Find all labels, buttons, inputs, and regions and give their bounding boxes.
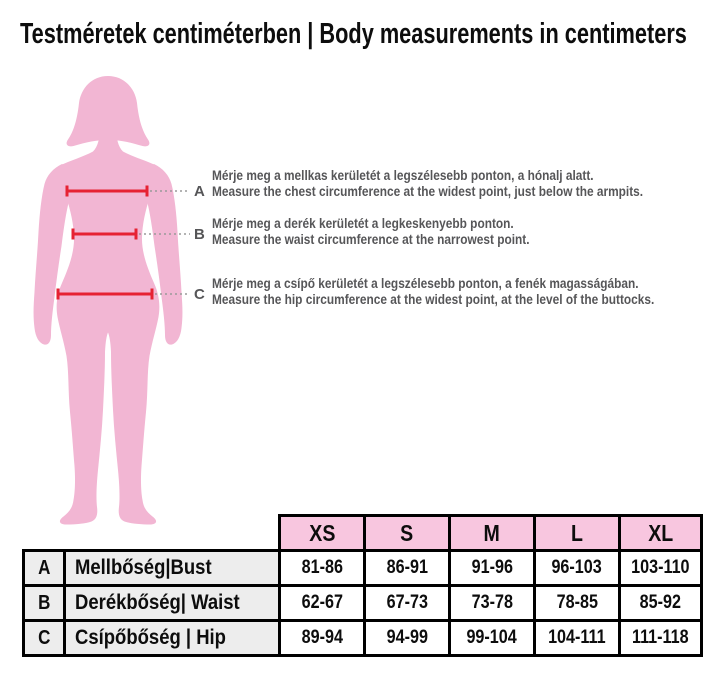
bust-m-cell: 91-96: [450, 551, 535, 586]
page-title: Testméretek centiméterben | Body measurements in centimeters: [20, 18, 687, 50]
hip-measure-line: [58, 289, 152, 300]
size-chart-table: [22, 514, 703, 657]
row-letter-cell: A: [24, 551, 65, 586]
bust-l-cell: 96-103: [535, 551, 620, 586]
chest-description-en: Measure the chest circumference at the widest point, just below the armpits.: [212, 183, 644, 199]
waist-measure-line: [73, 229, 136, 240]
bust-xl-cell: 103-110: [620, 551, 702, 586]
size-header-m: M: [450, 516, 535, 551]
size-header-l: L: [535, 516, 620, 551]
hip-l-cell: 104-111: [535, 621, 620, 656]
measure-label-b: B: [194, 226, 205, 243]
size-header-xl: XL: [620, 516, 702, 551]
waist-m-cell: 73-78: [450, 586, 535, 621]
size-header-row: [24, 516, 702, 551]
measurement-description-hip: [212, 276, 709, 307]
measurement-description-chest: [212, 168, 709, 199]
left-arm-shape: [34, 164, 79, 345]
hip-description-en: Measure the hip circumference at the widest point, at the level of the buttocks.: [212, 291, 655, 307]
waist-xs-cell: 62-67: [280, 586, 365, 621]
table-row-bust: [24, 551, 702, 586]
chest-description-hu: Mérje meg a mellkas kerületét a legszélesebb ponton, a hónalj alatt.: [212, 168, 594, 183]
waist-description-en: Measure the waist circumference at the narrowest point.: [212, 231, 530, 247]
row-label-cell: Derékbőség| Waist: [65, 586, 280, 621]
hip-xs-cell: 89-94: [280, 621, 365, 656]
right-arm-shape: [137, 164, 182, 345]
size-header-s: S: [365, 516, 450, 551]
waist-xl-cell: 85-92: [620, 586, 702, 621]
measure-label-c: C: [194, 286, 205, 303]
table-row-hip: [24, 621, 702, 656]
table-row-waist: [24, 586, 702, 621]
hair-shape: [67, 76, 150, 146]
measurement-description-waist: [212, 216, 709, 247]
row-letter-cell: C: [24, 621, 65, 656]
waist-l-cell: 78-85: [535, 586, 620, 621]
torso-legs-shape: [49, 124, 168, 525]
waist-s-cell: 67-73: [365, 586, 450, 621]
row-label-cell: Csípőbőség | Hip: [65, 621, 280, 656]
size-header-xs: XS: [280, 516, 365, 551]
waist-description-hu: Mérje meg a derék kerületét a legkeskenyebb ponton.: [212, 216, 514, 231]
row-label-cell: Mellbőség|Bust: [65, 551, 280, 586]
row-letter-cell: B: [24, 586, 65, 621]
bust-xs-cell: 81-86: [280, 551, 365, 586]
empty-corner-cell: [24, 516, 280, 551]
measure-label-a: A: [194, 183, 205, 200]
chest-measure-line: [67, 186, 147, 197]
hip-xl-cell: 111-118: [620, 621, 702, 656]
hip-s-cell: 94-99: [365, 621, 450, 656]
hip-m-cell: 99-104: [450, 621, 535, 656]
hip-description-hu: Mérje meg a csípő kerületét a legszélesebb ponton, a fenék magasságában.: [212, 276, 639, 291]
bust-s-cell: 86-91: [365, 551, 450, 586]
